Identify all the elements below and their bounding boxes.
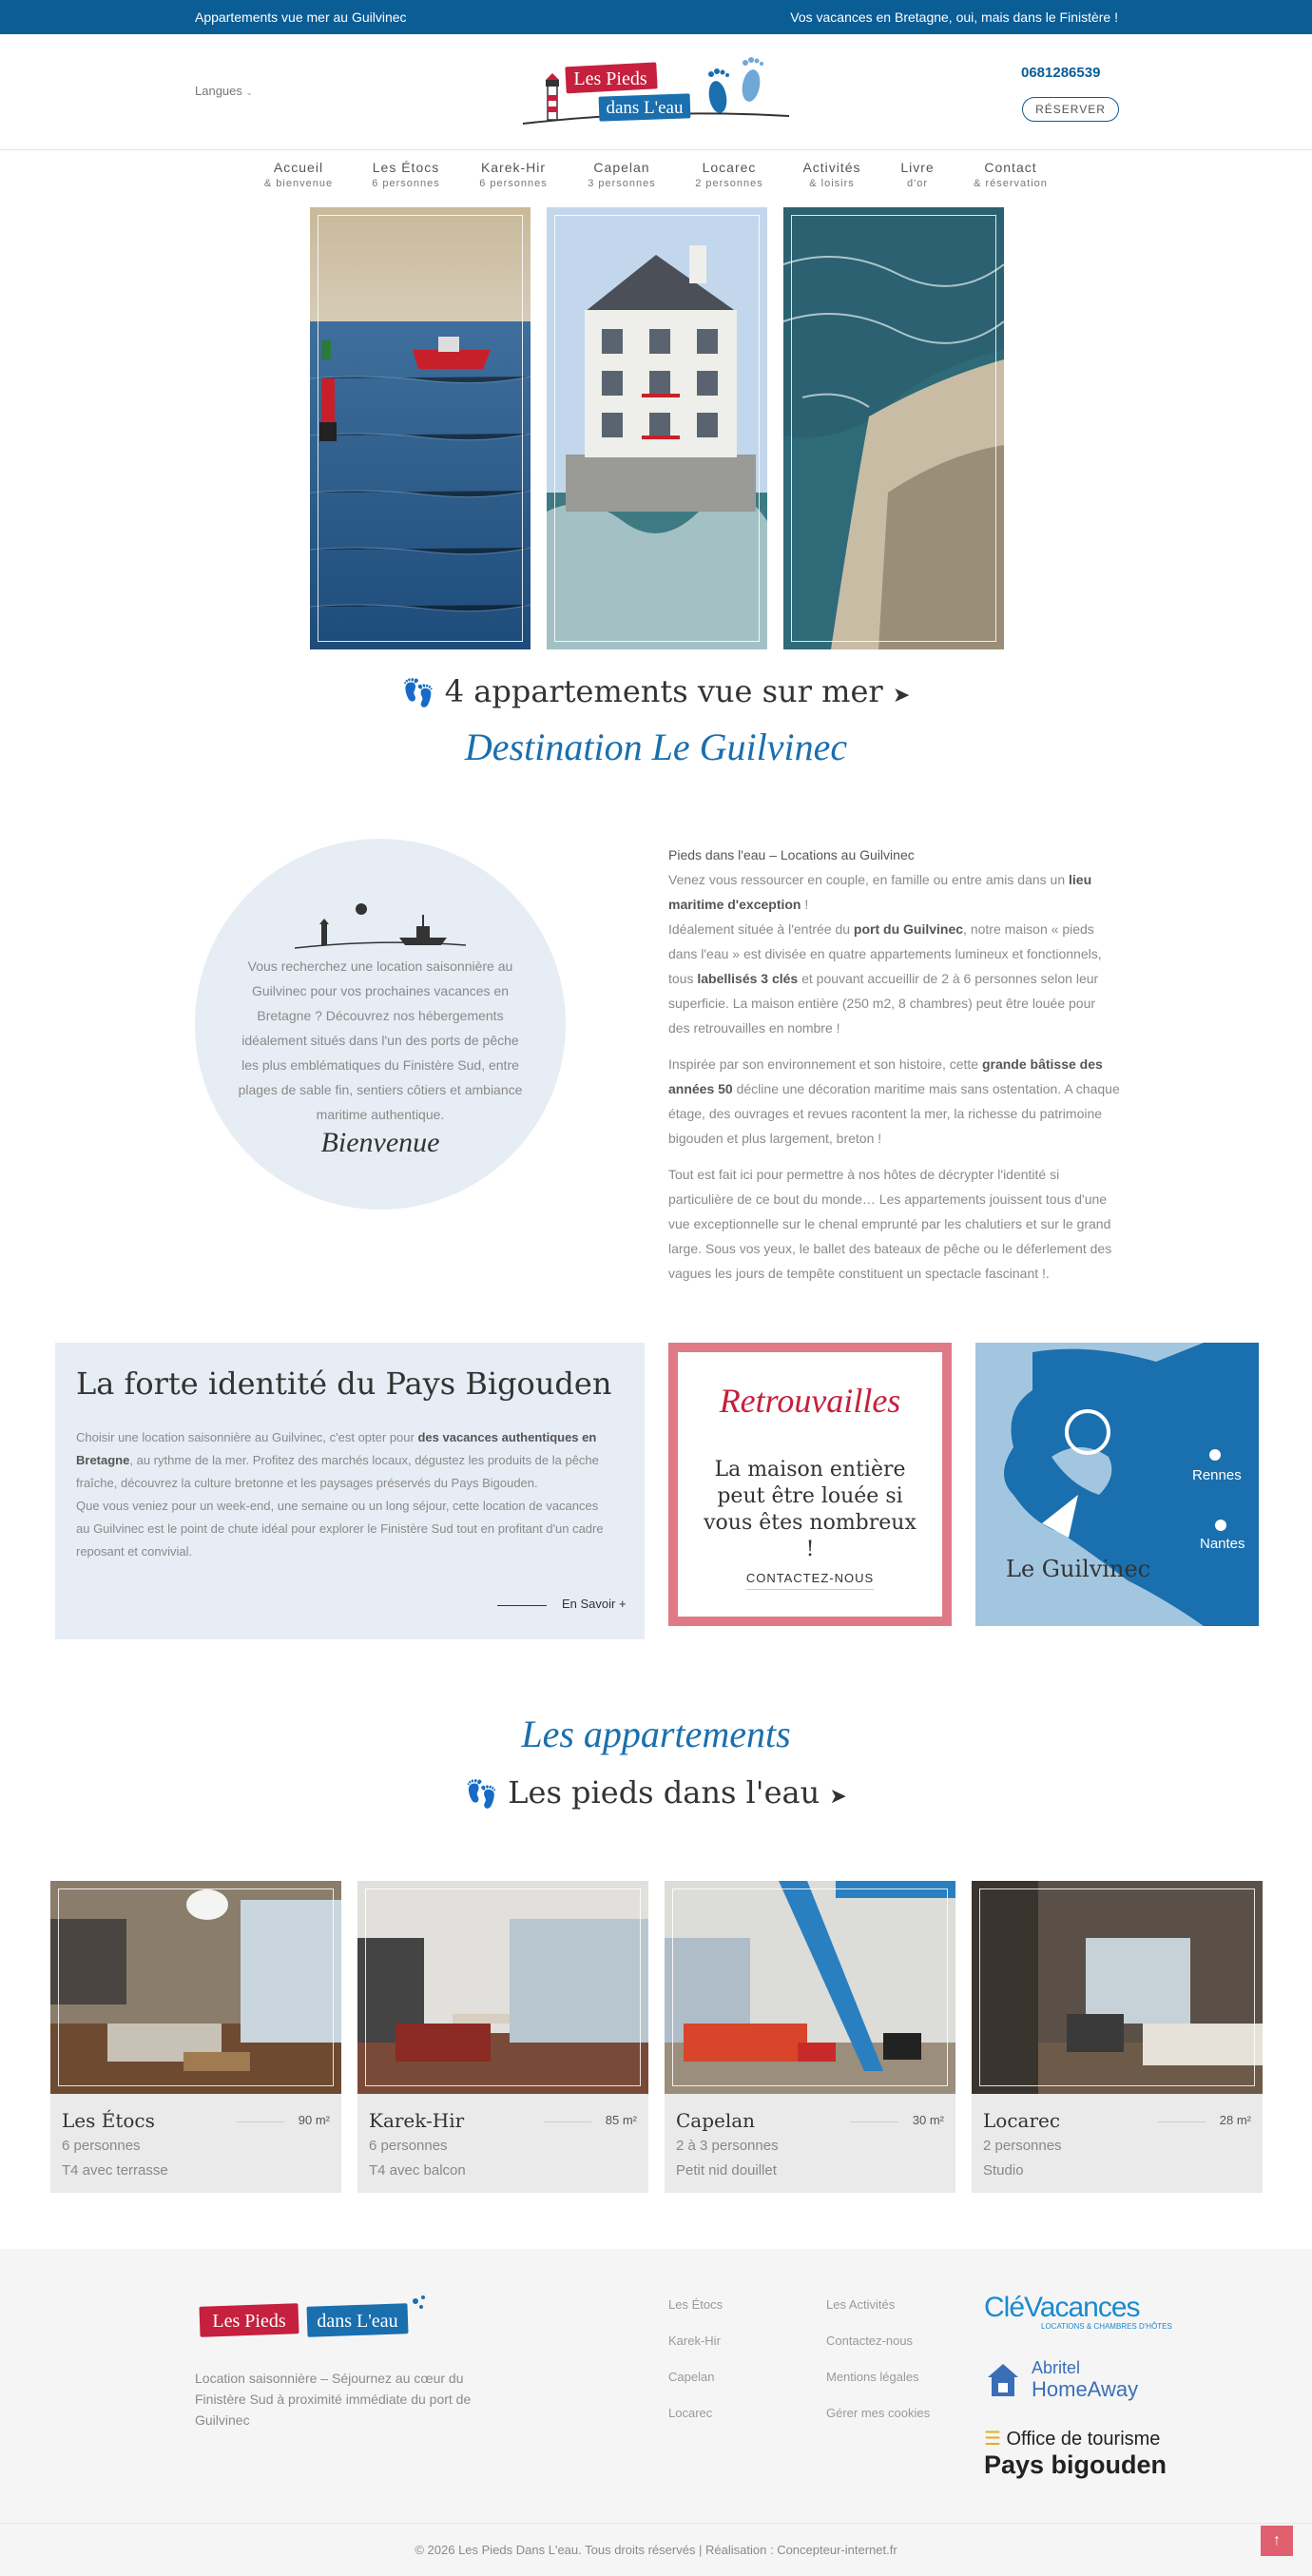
language-label: Langues	[195, 84, 242, 98]
section-subheading-destination: Destination Le Guilvinec	[464, 726, 848, 768]
footer-link-capelan[interactable]: Capelan	[668, 2370, 715, 2384]
language-selector[interactable]	[195, 84, 253, 98]
apartment-area: 85 m²	[605, 2113, 637, 2127]
house-icon	[984, 2360, 1022, 2398]
apartment-name: Locarec	[983, 2109, 1061, 2132]
footer-link-activites[interactable]: Les Activités	[826, 2297, 896, 2312]
hero-image-port	[310, 207, 531, 649]
footer-link-locarec[interactable]: Locarec	[668, 2406, 713, 2420]
welcome-text: Vous recherchez une location saisonnière au Guilvinec pour vos prochaines vacances en Bretagne ? Découvrez nos hébergements idéalement situés dans l'un des ports de pêche les plus emblématiques du Finistère Sud, entre plages de sable fin, sentiers côtiers et ambiance maritime authentique.	[238, 959, 523, 1122]
nav-item-capelan[interactable]: Capelan 3 personnes	[588, 160, 656, 189]
site-header	[0, 34, 1312, 150]
chevron-down-icon: ⌄	[245, 87, 254, 97]
identity-text: Choisir une location saisonnière au Guilvinec, c'est opter pour des vacances authentiques en Bretagne, au rythme de la mer. Profitez des marchés locaux, dégustez les produits de la pêche fraîche, découvrez la culture bretonne et les paysages préservés du Pays Bigouden. Que vous veniez pour un week-end, une semaine ou un long séjour, cette location de vacances au Guilvinec est le point de chute idéal pour explorer le Finistère Sud tout en profitant d'un cadre reposant et convivial.	[76, 1430, 604, 1559]
learn-more-link[interactable]: En Savoir +	[562, 1597, 627, 1611]
apartment-capacity: 6 personnes	[369, 2138, 448, 2154]
nav-item-livre-dor[interactable]: Livre d'or	[900, 160, 935, 189]
footer-logo[interactable]	[195, 2292, 433, 2345]
partner-logo-clevacances[interactable]: CléVacances LOCATIONS & CHAMBRES D'HÔTES	[984, 2292, 1172, 2331]
divider-line	[497, 1605, 547, 1606]
apartment-type: Petit nid douillet	[676, 2162, 777, 2179]
apartment-photo	[50, 1881, 341, 2094]
main-nav	[0, 152, 1312, 200]
footer-link-karek-hir[interactable]: Karek-Hir	[668, 2334, 721, 2348]
footer-link-contact[interactable]: Contactez-nous	[826, 2334, 914, 2348]
apartment-capacity: 6 personnes	[62, 2138, 141, 2154]
identity-title: La forte identité du Pays Bigouden	[76, 1365, 612, 1402]
svg-text:Les Pieds: Les Pieds	[212, 2311, 286, 2332]
apartment-name: Capelan	[676, 2109, 756, 2132]
topbar-right-text: Vos vacances en Bretagne, oui, mais dans le Finistère !	[790, 10, 1118, 25]
section-heading-appartements: 👣 4 appartements vue sur mer ➤	[401, 673, 911, 709]
identity-box	[55, 1343, 645, 1639]
contact-us-link[interactable]: CONTACTEZ-NOUS	[678, 1571, 942, 1585]
apartment-type: T4 avec terrasse	[62, 2162, 168, 2179]
svg-text:Les Pieds: Les Pieds	[573, 68, 647, 89]
hero-image-rocks	[783, 207, 1004, 649]
footer-description: Location saisonnière – Séjournez au cœur du Finistère Sud à proximité immédiate du port de Guilvinec	[195, 2371, 472, 2428]
footprints-icon: 👣	[465, 1778, 499, 1810]
apartment-card-karek-hir[interactable]	[357, 1881, 648, 2193]
copyright-text: © 2026 Les Pieds Dans L'eau. Tous droits réservés | Réalisation : Concepteur-internet.fr	[415, 2543, 897, 2557]
lighthouse-icon	[546, 73, 559, 120]
apartment-type: T4 avec balcon	[369, 2162, 466, 2179]
welcome-title: Bienvenue	[320, 1127, 440, 1158]
map-label-nantes: Nantes	[1200, 1536, 1245, 1552]
harbour-illustration-icon	[295, 896, 466, 953]
map-label-rennes: Rennes	[1192, 1467, 1242, 1483]
menu-lines-icon: ☰	[984, 2429, 1001, 2450]
retrouvailles-title: Retrouvailles	[719, 1382, 901, 1420]
apartment-name: Les Étocs	[62, 2109, 155, 2132]
nav-item-karek-hir[interactable]: Karek-Hir 6 personnes	[479, 160, 548, 189]
nav-item-locarec[interactable]: Locarec 2 personnes	[695, 160, 763, 189]
retrouvailles-text: La maison entière peut être louée si vous êtes nombreux !	[704, 1458, 916, 1561]
map-label-guilvinec: Le Guilvinec	[1006, 1556, 1151, 1582]
bird-icon: ➤	[892, 684, 911, 707]
top-bar	[0, 0, 1312, 34]
footprints-icon	[706, 57, 763, 114]
arrow-up-icon: ↑	[1273, 2532, 1281, 2548]
site-logo[interactable]	[513, 42, 799, 145]
about-head: Pieds dans l'eau – Locations au Guilvinec	[668, 847, 915, 862]
apartment-photo	[357, 1881, 648, 2094]
reserve-button[interactable]: RÉSERVER	[1022, 97, 1119, 122]
about-text: Pieds dans l'eau – Locations au Guilvinec Venez vous ressourcer en couple, en famille ou entre amis dans un lieu maritime d'exception ! Idéalement située à l'entrée du port du Guilvinec, notre maison « pieds dans l'eau » est divisée en quatre appartements lumineux et fonctionnels, tous labellisés 3 clés et pouvant accueillir de 2 à 6 personnes selon leur superficie. La maison entière (250 m2, 8 chambres) peut être louée pour des retrouvailles en nombre ! Inspirée par son environnement et son histoire, cette grande bâtisse des années 50 décline une décoration maritime mais sans ostentation. A chaque étage, des ouvrages et revues racontent la mer, la richesse du patrimoine bigouden et plus largement, breton ! Tout est fait ici pour permettre à nos hôtes de décrypter l'identité si particulière de ce bout du monde… Les appartements jouissent tous d'une vue exceptionnelle sur le chenal emprunté par les chalutiers et sur le grand large. Sous vos yeux, le ballet des bateaux de pêche ou le déferlement des vagues les jours de tempête constituent un spectacle fascinant !.	[668, 847, 1120, 1281]
apartments-section-title: Les appartements	[521, 1713, 791, 1755]
bird-icon: ➤	[829, 1785, 847, 1809]
apartment-capacity: 2 à 3 personnes	[676, 2138, 779, 2154]
svg-text:dans L'eau: dans L'eau	[606, 98, 684, 118]
nav-item-accueil[interactable]: Accueil & bienvenue	[263, 160, 334, 189]
apartment-area: 90 m²	[298, 2113, 330, 2127]
apartment-card-les-etocs[interactable]	[50, 1881, 341, 2193]
apartment-name: Karek-Hir	[369, 2109, 465, 2132]
location-map	[975, 1343, 1259, 1626]
svg-text:dans L'eau: dans L'eau	[317, 2311, 398, 2332]
apartment-type: Studio	[983, 2162, 1024, 2179]
back-to-top-button[interactable]	[1261, 2526, 1293, 2556]
hero-image-house	[547, 207, 767, 649]
footer-link-les-etocs[interactable]: Les Étocs	[668, 2297, 724, 2312]
splash-icon	[413, 2295, 425, 2309]
apartment-capacity: 2 personnes	[983, 2138, 1062, 2154]
apartment-card-locarec[interactable]	[972, 1881, 1263, 2193]
phone-number[interactable]: 0681286539	[1021, 65, 1101, 81]
nav-item-contact[interactable]: Contact & réservation	[974, 160, 1048, 189]
footprints-icon: 👣	[401, 677, 435, 708]
partner-logo-office-tourisme[interactable]: ☰ Office de tourisme Pays bigouden	[984, 2429, 1167, 2479]
apartment-area: 28 m²	[1219, 2113, 1251, 2127]
nav-item-activites[interactable]: Activités & loisirs	[802, 160, 861, 189]
partner-logo-abritel[interactable]: Abritel HomeAway	[984, 2358, 1193, 2402]
nav-item-les-etocs[interactable]: Les Étocs 6 personnes	[372, 160, 440, 189]
apartments-section-subtitle: 👣 Les pieds dans l'eau ➤	[465, 1774, 847, 1811]
footer-link-cookies[interactable]: Gérer mes cookies	[826, 2406, 931, 2420]
apartment-area: 30 m²	[912, 2113, 944, 2127]
apartment-photo	[972, 1881, 1263, 2094]
apartment-card-capelan[interactable]	[665, 1881, 955, 2193]
footer-link-mentions-legales[interactable]: Mentions légales	[826, 2370, 919, 2384]
apartment-photo	[665, 1881, 955, 2094]
retrouvailles-box	[668, 1343, 952, 1626]
topbar-left-text: Appartements vue mer au Guilvinec	[195, 10, 407, 25]
